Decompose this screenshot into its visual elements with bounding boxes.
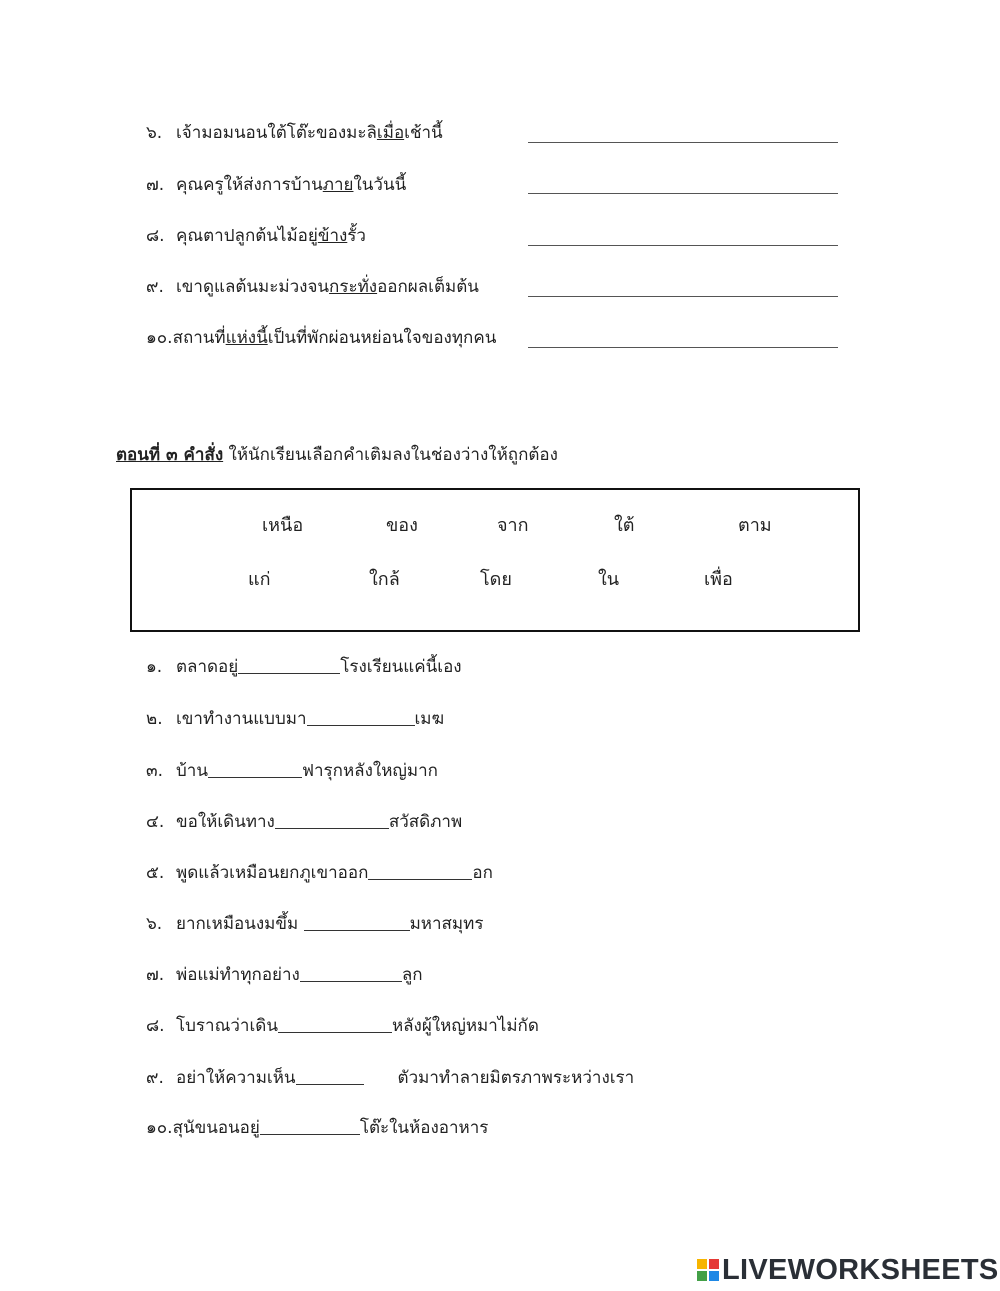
part2-item-9 (146, 274, 479, 300)
item-number: ๖. (146, 123, 163, 143)
underlined-word: ภาย (322, 175, 354, 195)
logo-square (709, 1271, 719, 1281)
item-number: ๗. (146, 965, 165, 985)
item-text-after: สวัสดิภาพ (388, 812, 463, 832)
part2-item-7 (146, 172, 406, 198)
word-bank-item: จาก (497, 515, 529, 536)
answer-blank[interactable] (260, 1116, 360, 1135)
item-text-before: พ่อแม่ทำทุกอย่าง (176, 965, 300, 985)
answer-blank[interactable] (307, 707, 415, 726)
item-number: ๑๐. (146, 328, 173, 348)
item-text-after: หลังผู้ใหญ่หมาไม่กัด (391, 1016, 539, 1036)
liveworksheets-logo[interactable] (697, 1255, 999, 1285)
item-text-before: พูดแล้วเหมือนยกภูเขาออก (176, 863, 369, 883)
word-bank-item: ของ (386, 515, 418, 536)
item-text-before: คุณตาปลูกต้นไม้อยู่ (176, 226, 318, 246)
part2-item-10 (146, 325, 496, 351)
section-title (116, 442, 558, 468)
item-text-after: รั้ว (347, 226, 366, 246)
item-text-before: ตลาดอยู่ (176, 657, 239, 677)
logo-squares-icon (697, 1259, 719, 1281)
logo-square (709, 1259, 719, 1269)
answer-blank[interactable] (300, 963, 402, 982)
logo-square (697, 1271, 707, 1281)
item-text-before: ขอให้เดินทาง (176, 812, 275, 832)
part3-item-10 (146, 1115, 488, 1141)
item-text-after: โต๊ะในห้องอาหาร (359, 1118, 489, 1138)
item-text-before: สุนัขนอนอยู่ (172, 1118, 260, 1138)
item-text-after: โรงเรียนแค่นี้เอง (340, 657, 462, 677)
word-bank-item: แก่ (248, 569, 271, 590)
word-bank-item: ใน (598, 569, 620, 590)
item-text-before: เจ้ามอมนอนใต้โต๊ะของมะลิ (176, 123, 377, 143)
word-bank-item: ใกล้ (369, 569, 400, 590)
item-text-after: ในวันนี้ (353, 175, 407, 195)
section-instruction: ให้นักเรียนเลือกคำเติมลงในช่องว่างให้ถูกต้อง (223, 445, 558, 465)
item-number: ๙. (146, 277, 164, 297)
answer-line-10[interactable] (528, 347, 838, 348)
item-text-after: ตัวมาทำลายมิตรภาพระหว่างเรา (397, 1068, 635, 1088)
word-bank-item: เหนือ (262, 515, 304, 536)
item-text-after: เช้านี้ (404, 123, 443, 143)
word-bank-item: ใต้ (614, 515, 635, 536)
word-bank-item: โดย (480, 569, 512, 590)
item-text-after: อก (472, 863, 493, 883)
part3-item-3 (146, 758, 438, 784)
item-number: ๙. (146, 1068, 164, 1088)
underlined-word: เมื่อ (376, 123, 405, 143)
part3-item-6 (146, 911, 483, 937)
answer-line-6[interactable] (528, 142, 838, 143)
item-number: ๓. (146, 761, 164, 781)
answer-blank[interactable] (278, 1014, 392, 1033)
logo-square (697, 1259, 707, 1269)
item-text-before: คุณครูให้ส่งการบ้าน (176, 175, 323, 195)
underlined-word: แห่งนี้ (225, 328, 268, 348)
underlined-word: ข้าง (317, 226, 348, 246)
logo-text: LIVEWORKSHEETS (722, 1254, 999, 1286)
answer-blank[interactable] (208, 759, 302, 778)
item-text-after: เมฆ (414, 709, 445, 729)
part3-item-2 (146, 706, 444, 732)
part3-item-9 (146, 1065, 634, 1091)
word-bank-item: ตาม (738, 515, 772, 536)
part2-item-6 (146, 120, 443, 146)
item-number: ๒. (146, 709, 163, 729)
part3-item-4 (146, 809, 462, 835)
section-label: ตอนที่ ๓ คำสั่ง (116, 445, 224, 465)
item-text-before: ยากเหมือนงมขึ้ม (176, 914, 304, 934)
item-number: ๕. (146, 863, 165, 883)
item-text-before: อย่าให้ความเห็น (176, 1068, 296, 1088)
item-number: ๖. (146, 914, 163, 934)
part3-item-8 (146, 1013, 539, 1039)
answer-blank[interactable] (275, 810, 389, 829)
item-number: ๑. (146, 657, 163, 677)
part3-item-7 (146, 962, 423, 988)
item-text-before: โบราณว่าเดิน (176, 1016, 278, 1036)
underlined-word: กระทั่ง (329, 277, 378, 297)
item-number: ๘. (146, 1016, 165, 1036)
item-text-before: สถานที่ (172, 328, 226, 348)
word-bank-item: เพื่อ (704, 569, 733, 590)
part2-item-8 (146, 223, 366, 249)
answer-blank[interactable] (368, 861, 472, 880)
item-text-before: บ้าน (176, 761, 208, 781)
item-text-after: ลูก (401, 965, 423, 985)
item-text-after: มหาสมุทร (409, 914, 484, 934)
answer-blank[interactable] (238, 655, 340, 674)
answer-blank[interactable] (296, 1066, 364, 1085)
item-number: ๑๐. (146, 1118, 173, 1138)
word-bank (130, 488, 860, 632)
part3-item-5 (146, 860, 493, 886)
part3-item-1 (146, 654, 462, 680)
item-text-after: เป็นที่พักผ่อนหย่อนใจของทุกคน (267, 328, 497, 348)
item-text-before: เขาดูแลต้นมะม่วงจน (176, 277, 330, 297)
answer-line-7[interactable] (528, 193, 838, 194)
answer-blank[interactable] (304, 912, 410, 931)
item-number: ๔. (146, 812, 165, 832)
item-number: ๘. (146, 226, 165, 246)
item-text-before: เขาทำงานแบบมา (176, 709, 307, 729)
item-number: ๗. (146, 175, 165, 195)
item-text-after: ฟารุกหลังใหญ่มาก (301, 761, 438, 781)
item-text-after: ออกผลเต็มต้น (377, 277, 479, 297)
answer-line-9[interactable] (528, 296, 838, 297)
answer-line-8[interactable] (528, 245, 838, 246)
